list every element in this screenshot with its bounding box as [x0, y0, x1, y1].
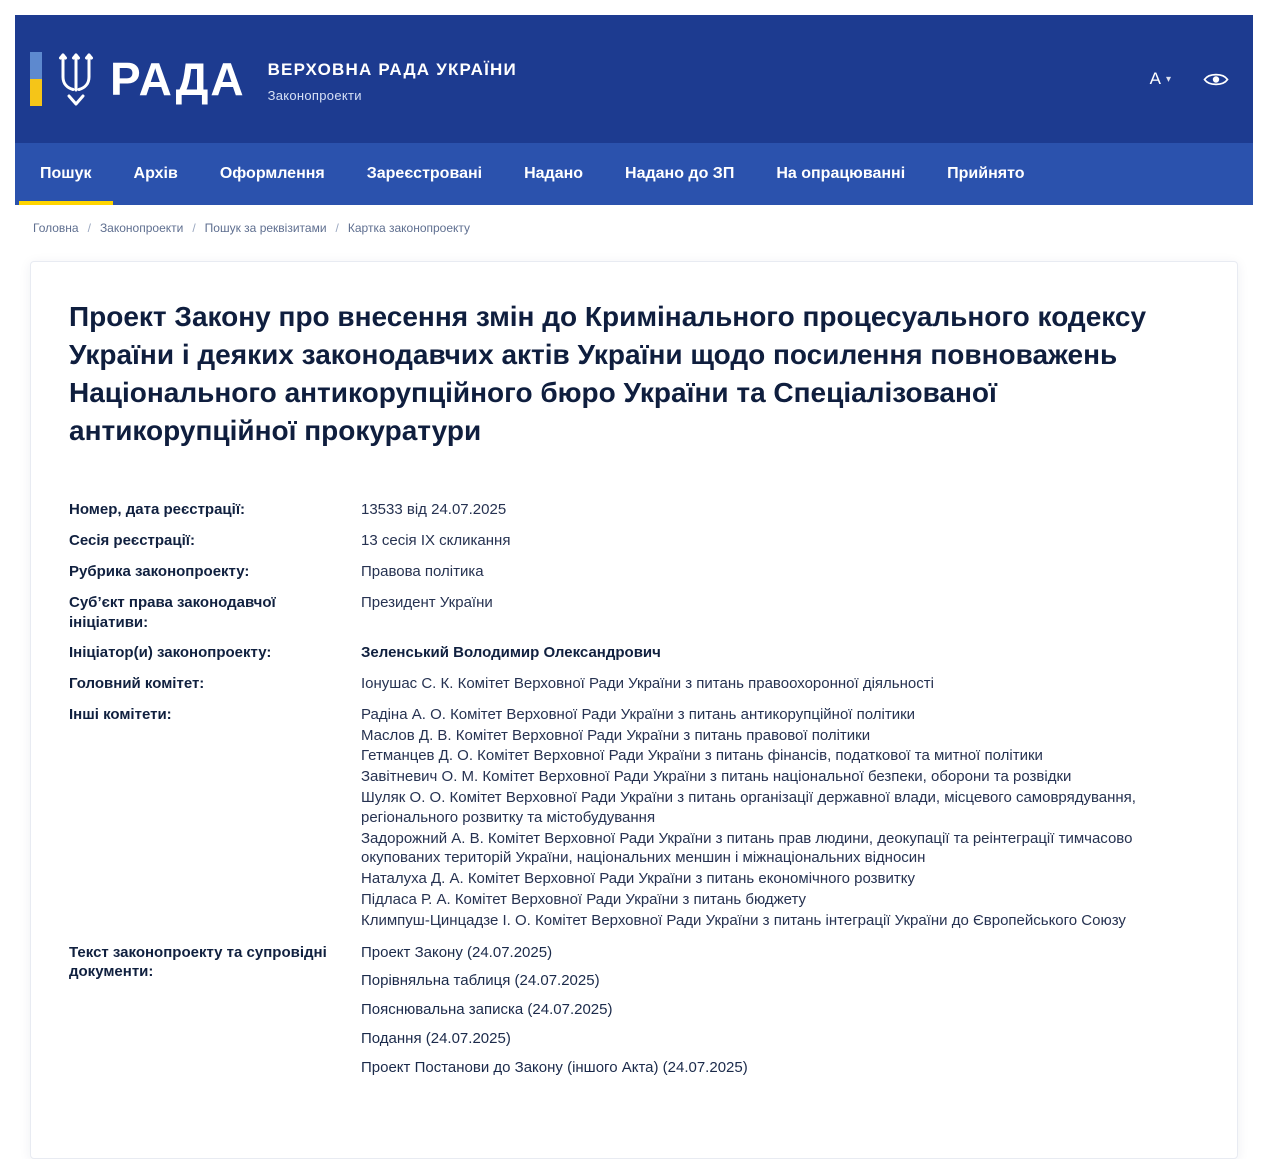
field-main-committee	[69, 674, 1197, 694]
bill-title: Проект Закону про внесення змін до Кримінального процесуального кодексу України і деяких законодавчих актів України щодо посилення повноважень Національного антикорупційного бюро України та Спеціалізованої антикорупційної прокуратури	[69, 301, 1147, 447]
field-session	[69, 531, 1197, 551]
font-size-label: A	[1149, 69, 1161, 88]
committee-item: Завітневич О. М. Комітет Верховної Ради України з питань національної безпеки, оборони та розвідки	[361, 768, 1072, 786]
documents-list	[361, 943, 1197, 1087]
session-value: 13 сесія IX скликання	[361, 532, 511, 550]
field-label: Інші комітети:	[69, 705, 172, 723]
site-header	[15, 15, 1253, 143]
initiators-value: Зеленський Володимир Олександрович	[361, 644, 661, 662]
field-rubric	[69, 562, 1197, 582]
committee-item: Маслов Д. В. Комітет Верховної Ради України з питань правової політики	[361, 726, 871, 744]
document-link[interactable]: Пояснювальна записка (24.07.2025)	[361, 1001, 613, 1019]
nav-item-oformlennya[interactable]: Оформлення	[219, 165, 325, 182]
committee-item: Гетманцев Д. О. Комітет Верховної Ради України з питань фінансів, податкової та митної політики	[361, 747, 1043, 765]
breadcrumb	[33, 221, 1253, 235]
breadcrumb-separator: /	[87, 221, 91, 235]
site-subtitle: Законопроекти	[267, 87, 362, 103]
committee-item: Задорожний А. В. Комітет Верховної Ради України з питань прав людини, деокупації та реінтеграції тимчасово окупованих територій України, національних меншин і міжнаціональних відносин	[361, 829, 1133, 867]
initiative-subject-value: Президент України	[361, 593, 493, 611]
document-link[interactable]: Порівняльна таблиця (24.07.2025)	[361, 972, 600, 990]
breadcrumb-separator: /	[335, 221, 339, 235]
nav-item-zareyestrovani[interactable]: Зареєстровані	[366, 165, 483, 182]
document-link[interactable]: Проект Закону (24.07.2025)	[361, 943, 553, 961]
rada-logo[interactable]	[30, 51, 246, 107]
bill-card	[30, 261, 1238, 1159]
nav-item-pryynyato[interactable]: Прийнято	[947, 165, 1025, 182]
committee-item: Шуляк О. О. Комітет Верховної Ради України з питань організації державної влади, місцевого самоврядування, регіонального розвитку та містобудування	[361, 789, 1136, 826]
rubric-value: Правова політика	[361, 562, 484, 580]
field-label: Суб’єкт права законодавчої ініціативи:	[69, 593, 276, 631]
nav-item-nadano-do-zp[interactable]: Надано до ЗП	[625, 165, 735, 182]
main-committee-value: Іонушас С. К. Комітет Верховної Ради України з питань правоохоронної діяльності	[361, 675, 934, 693]
field-label: Рубрика законопроекту:	[69, 562, 250, 580]
site-title: ВЕРХОВНА РАДА УКРАЇНИ	[267, 59, 517, 79]
other-committees-list	[361, 705, 1197, 932]
field-label: Головний комітет:	[69, 675, 205, 693]
field-registration	[69, 500, 1197, 520]
field-label: Номер, дата реєстрації:	[69, 501, 246, 519]
breadcrumb-home[interactable]: Головна	[33, 221, 79, 235]
committee-item: Климпуш-Цинцадзе І. О. Комітет Верховної Ради України з питань інтеграції України до Європейського Союзу	[361, 911, 1126, 929]
committee-item: Підласа Р. А. Комітет Верховної Ради України з питань бюджету	[361, 891, 807, 909]
document-link[interactable]: Проект Постанови до Закону (іншого Акта) (24.07.2025)	[361, 1058, 748, 1076]
nav-item-arkhiv[interactable]: Архів	[133, 165, 178, 182]
logo-text: РАДА	[110, 53, 246, 105]
field-label: Ініціатор(и) законопроекту:	[69, 644, 272, 662]
flag-stripe-icon	[30, 52, 42, 106]
field-label: Сесія реєстрації:	[69, 532, 195, 550]
document-link[interactable]: Подання (24.07.2025)	[361, 1030, 511, 1048]
main-nav	[15, 143, 1253, 205]
nav-item-nadano[interactable]: Надано	[524, 165, 584, 182]
breadcrumb-bills[interactable]: Законопроекти	[99, 221, 184, 235]
chevron-down-icon: ▾	[1165, 73, 1171, 85]
breadcrumb-current: Картка законопроекту	[347, 221, 471, 235]
registration-value: 13533 від 24.07.2025	[361, 501, 507, 519]
font-size-control[interactable]	[1150, 69, 1171, 89]
committee-item: Радіна А. О. Комітет Верховної Ради України з питань антикорупційної політики	[361, 705, 916, 723]
nav-item-poshuk[interactable]: Пошук	[19, 143, 113, 205]
field-other-committees	[69, 705, 1197, 932]
breadcrumb-separator: /	[192, 221, 196, 235]
accessibility-eye-icon[interactable]	[1203, 71, 1229, 88]
field-label: Текст законопроекту та супровідні документи:	[69, 943, 327, 981]
field-initiative-subject	[69, 593, 1197, 633]
breadcrumb-search[interactable]: Пошук за реквізитами	[204, 221, 327, 235]
field-documents	[69, 943, 1197, 1087]
committee-item: Наталуха Д. А. Комітет Верховної Ради України з питань економічного розвитку	[361, 870, 915, 888]
nav-item-na-opratsyuvanni[interactable]: На опрацюванні	[776, 165, 906, 182]
trident-icon	[56, 51, 96, 107]
field-initiators	[69, 643, 1197, 663]
